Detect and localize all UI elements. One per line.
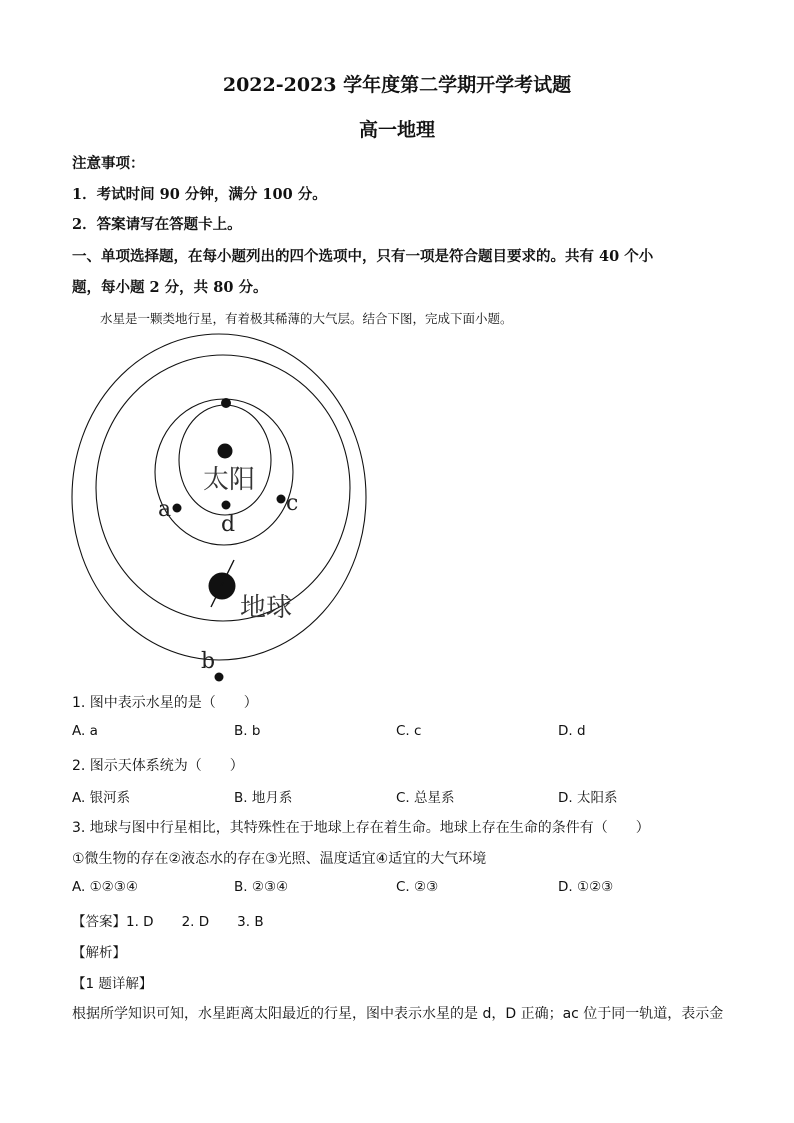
answer-value-2: 2. D	[181, 914, 210, 930]
question-3-option-a[interactable]: A. ①②③④	[72, 879, 138, 895]
section-heading-line2: 题，每小题 2 分，共 80 分。	[72, 279, 268, 296]
notes-heading: 注意事项：	[72, 155, 145, 172]
analysis-detail-tag: 【1 题详解】	[72, 976, 153, 992]
question-1-option-d[interactable]: D. d	[558, 723, 586, 739]
section-heading-line1: 一、单项选择题，在每小题列出的四个选项中，只有一项是符合题目要求的。共有 40 个小	[72, 248, 654, 265]
notes-item-2: 2．答案请写在答题卡上。	[72, 216, 242, 233]
question-1-stem: 1. 图中表示水星的是（ ）	[72, 695, 258, 711]
question-2-stem: 2. 图示天体系统为（ ）	[72, 758, 244, 774]
planet-a	[173, 504, 182, 513]
question-3-option-d[interactable]: D. ①②③	[558, 879, 614, 895]
answer-value-1: 1. D	[126, 914, 154, 930]
analysis-text: 根据所学知识可知，水星距离太阳最近的行星，图中表示水星的是 d，D 正确；ac 位于同一轨道，表示金	[72, 1006, 724, 1022]
analysis-tag: 【解析】	[72, 945, 126, 961]
sun-label: 太阳	[203, 465, 256, 495]
solar-system-figure	[60, 325, 380, 690]
question-2-option-b[interactable]: B. 地月系	[234, 790, 293, 806]
outer-orbit	[72, 334, 366, 660]
planet-c-label: c	[286, 491, 299, 516]
question-3-conditions: ①微生物的存在②液态水的存在③光照、温度适宜④适宜的大气环境	[72, 851, 487, 867]
planet-a-label: a	[158, 497, 172, 522]
question-3-stem: 3. 地球与图中行星相比，其特殊性在于地球上存在着生命。地球上存在生命的条件有（ ）	[72, 820, 650, 836]
question-2-option-a[interactable]: A. 银河系	[72, 790, 131, 806]
earth-label: 地球	[240, 593, 293, 623]
question-1-option-c[interactable]: C. c	[396, 723, 422, 739]
question-1-option-b[interactable]: B. b	[234, 723, 261, 739]
question-3-option-c[interactable]: C. ②③	[396, 879, 439, 895]
page-subtitle: 高一地理	[358, 119, 435, 141]
planet-b-label: b	[201, 649, 216, 674]
question-intro: 水星是一颗类地行星，有着极其稀薄的大气层。结合下图，完成下面小题。	[100, 311, 513, 326]
answer-value-3: 3. B	[237, 914, 264, 930]
answer-line	[72, 910, 264, 930]
notes-item-1: 1．考试时间 90 分钟，满分 100 分。	[72, 186, 327, 203]
question-1-option-a[interactable]: A. a	[72, 723, 98, 739]
page-title: 2022-2023 学年度第二学期开学考试题	[222, 74, 572, 96]
question-2-option-c[interactable]: C. 总星系	[396, 790, 455, 806]
inner-orbit-planet	[221, 398, 231, 408]
planet-d-label: d	[221, 512, 236, 537]
question-3-option-b[interactable]: B. ②③④	[234, 879, 289, 895]
answer-tag: 【答案】	[72, 914, 126, 930]
planet-c	[277, 495, 286, 504]
question-2-option-d[interactable]: D. 太阳系	[558, 790, 618, 806]
sun-marker	[218, 444, 233, 459]
inner-orbit	[179, 405, 271, 515]
planet-b	[215, 673, 224, 682]
planet-d	[222, 501, 231, 510]
